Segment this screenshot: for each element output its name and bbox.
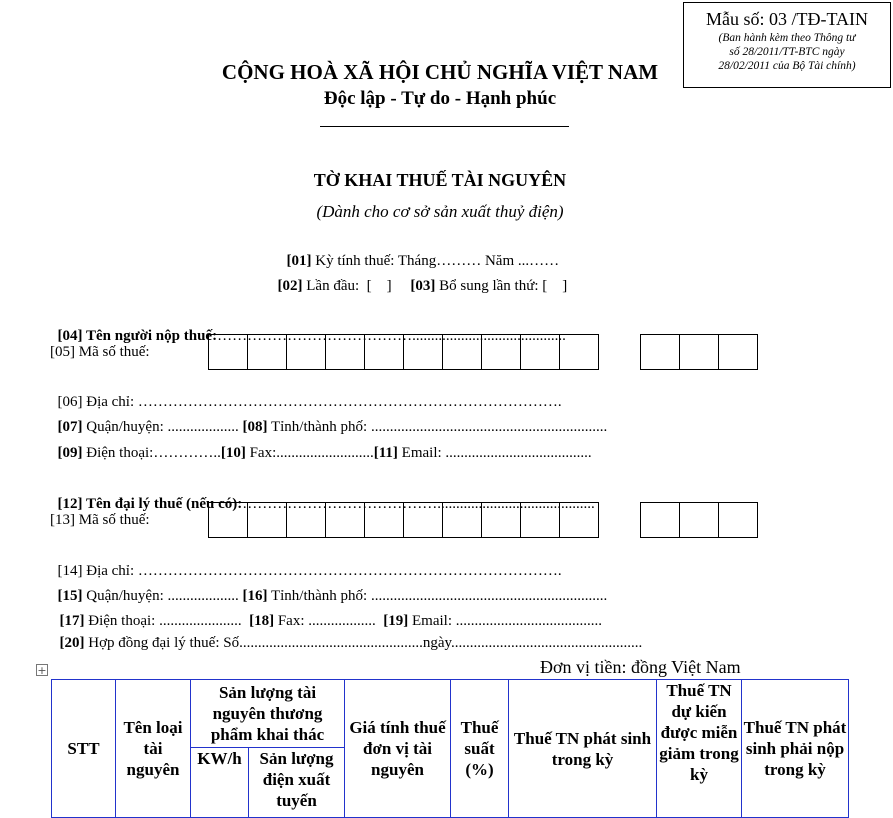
field-text: Fax: ..................	[274, 613, 384, 629]
field-dots: …………………………………..........................................	[242, 496, 595, 512]
digit-box[interactable]	[559, 334, 599, 370]
digit-box[interactable]	[403, 502, 443, 538]
header-resource-type: Tên loại tài nguyên	[116, 680, 191, 818]
digit-box[interactable]	[718, 334, 758, 370]
digit-box[interactable]	[520, 334, 560, 370]
national-motto: Độc lập - Tự do - Hạnh phúc	[323, 88, 557, 109]
form-note-line: 28/02/2011 của Bộ Tài chính)	[718, 60, 856, 72]
header-tax-payable: Thuế TN phát sinh phải nộp trong kỳ	[742, 680, 849, 818]
digit-box[interactable]	[481, 334, 521, 370]
field-code: [19]	[383, 613, 409, 629]
header-tax-rate: Thuế suất (%)	[451, 680, 509, 818]
digit-box[interactable]	[442, 502, 482, 538]
digit-box[interactable]	[640, 334, 680, 370]
digit-box[interactable]	[364, 502, 404, 538]
header-tax-exempt: Thuế TN dự kiến được miễn giảm trong kỳ	[657, 680, 742, 818]
field-text: [06] Địa chỉ: ………………………………………………………………………….	[57, 394, 562, 410]
field-code: [10]	[220, 445, 246, 461]
digit-box[interactable]	[325, 334, 365, 370]
field-code: [11]	[373, 445, 398, 461]
digit-box[interactable]	[559, 502, 599, 538]
header-output-group: Sản lượng tài nguyên thương phẩm khai thác	[191, 680, 345, 748]
document-title: TỜ KHAI THUẾ TÀI NGUYÊN	[313, 170, 567, 190]
digit-box[interactable]	[364, 334, 404, 370]
field-code: [17]	[59, 613, 85, 629]
digit-box[interactable]	[208, 502, 248, 538]
filing-type-field[interactable]	[270, 261, 567, 295]
field-code: [09]	[57, 445, 83, 461]
field-code: [18]	[249, 613, 275, 629]
table-move-handle-icon[interactable]: +	[37, 664, 47, 677]
field-text: Email: .......................................	[397, 445, 592, 461]
field-code: [07]	[57, 419, 83, 435]
field-text: Điện thoại:…………..	[82, 445, 221, 461]
digit-box[interactable]	[442, 334, 482, 370]
header-tax-incurred: Thuế TN phát sinh trong kỳ	[509, 680, 657, 818]
digit-box[interactable]	[718, 502, 758, 538]
form-note-line: số 28/2011/TT-BTC ngày	[729, 46, 845, 58]
field-text: [14] Địa chỉ: ………………………………………………………………………….	[57, 563, 562, 579]
field-text: Tỉnh/thành phố: ...............................................................	[267, 419, 608, 435]
header-stt: STT	[52, 680, 116, 818]
digit-box[interactable]	[640, 502, 680, 538]
header-electric-output: Sản lượng điện xuất tuyến	[249, 748, 345, 818]
agent-tax-code-label: [13] Mã số thuế:	[50, 512, 150, 528]
digit-box[interactable]	[520, 502, 560, 538]
field-text: Lần đầu: [ ]	[302, 278, 411, 294]
field-text: Tỉnh/thành phố: ...............................................................	[267, 588, 608, 604]
digit-box[interactable]	[247, 334, 287, 370]
digit-box[interactable]	[208, 334, 248, 370]
field-text: Quận/huyện: ...................	[82, 588, 243, 604]
agent-tax-code-boxes-main[interactable]	[208, 502, 598, 538]
header-divider	[320, 126, 569, 127]
field-code: [20]	[59, 635, 85, 651]
field-label: [12] Tên đại lý thuế (nếu có):	[57, 496, 243, 512]
field-code: [16]	[242, 588, 268, 604]
digit-box[interactable]	[679, 502, 719, 538]
digit-box[interactable]	[481, 502, 521, 538]
contact-field[interactable]	[50, 428, 592, 462]
tax-table	[51, 679, 849, 818]
field-text: Bổ sung lần thứ: [ ]	[435, 278, 568, 294]
digit-box[interactable]	[247, 502, 287, 538]
tax-code-boxes-branch[interactable]	[640, 334, 757, 370]
field-text: Quận/huyện: ...................	[82, 419, 243, 435]
agent-contract-field[interactable]	[52, 618, 642, 652]
field-text: Fax:..........................	[245, 445, 374, 461]
field-label: [04] Tên người nộp thuế:	[57, 328, 218, 344]
form-number: Mẫu số: 03 /TĐ-TAIN	[705, 9, 869, 29]
form-note-line: (Ban hành kèm theo Thông tư	[718, 32, 856, 44]
field-code: [01]	[286, 253, 312, 269]
field-text: Email: .......................................	[408, 613, 602, 629]
field-code: [15]	[57, 588, 83, 604]
digit-box[interactable]	[286, 502, 326, 538]
header-unit-price: Giá tính thuế đơn vị tài nguyên	[345, 680, 451, 818]
field-text: Kỳ tính thuế: Tháng……… Năm ...……	[311, 253, 560, 269]
digit-box[interactable]	[286, 334, 326, 370]
header-kwh: KW/h	[191, 748, 249, 818]
field-code: [02]	[277, 278, 303, 294]
field-code: [08]	[242, 419, 268, 435]
digit-box[interactable]	[325, 502, 365, 538]
digit-box[interactable]	[679, 334, 719, 370]
tax-code-label: [05] Mã số thuế:	[50, 344, 150, 360]
tax-code-boxes-main[interactable]	[208, 334, 598, 370]
digit-box[interactable]	[403, 334, 443, 370]
field-text: Điện thoại: ......................	[84, 613, 250, 629]
field-code: [03]	[410, 278, 436, 294]
agent-tax-code-boxes-branch[interactable]	[640, 502, 757, 538]
field-text: Hợp đồng đại lý thuế: Số.................................................ngày...................................................	[84, 635, 643, 651]
field-dots: ………………………………….........................................	[217, 328, 566, 344]
currency-unit: Đơn vị tiền: đồng Việt Nam	[540, 657, 741, 677]
document-subtitle: (Dành cho cơ sở sản xuất thuỷ điện)	[316, 202, 564, 221]
nation-title: CỘNG HOÀ XÃ HỘI CHỦ NGHĨA VIỆT NAM	[221, 60, 659, 84]
